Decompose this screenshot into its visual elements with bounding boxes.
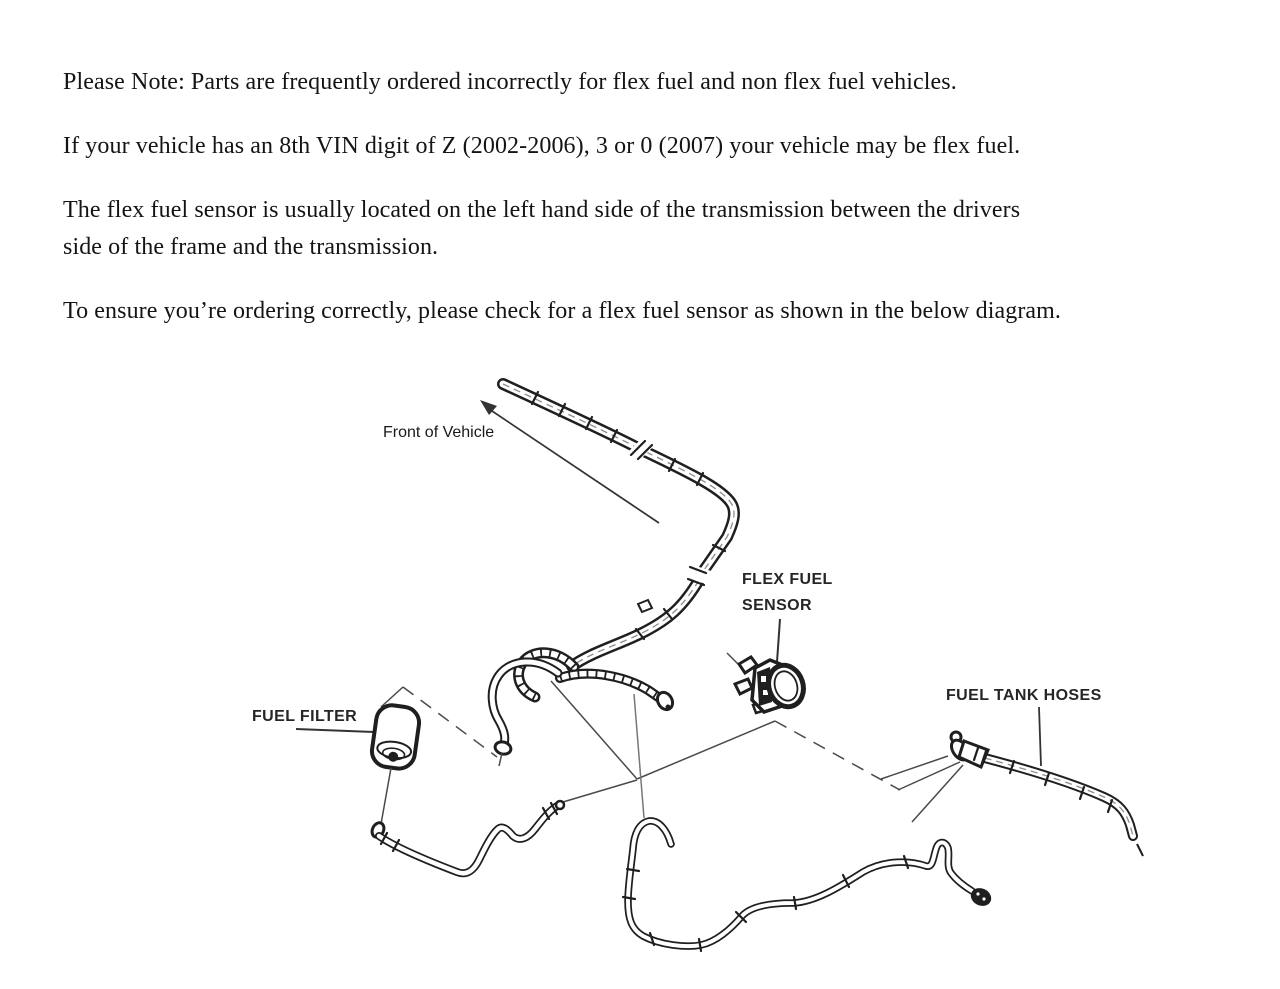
fuel-tank-hoses-figure <box>948 707 1143 856</box>
notice-line: Please Note: Parts are frequently ordered incorrectly for flex fuel and non flex fuel vehicles. <box>63 69 957 95</box>
tank-hose-fitting <box>948 732 988 767</box>
notice-line: To ensure you’re ordering correctly, please check for a flex fuel sensor as shown in the below diagram. <box>63 298 1062 324</box>
notice-paragraph-3 <box>63 192 1253 266</box>
phantom-frame-lines <box>381 653 963 822</box>
notice-paragraph-1 <box>63 64 1253 101</box>
notice-line: The flex fuel sensor is usually located on the left hand side of the transmission between the drivers <box>63 197 1021 223</box>
front-of-vehicle-label: Front of Vehicle <box>383 424 495 441</box>
flex-fuel-sensor-label-line2: SENSOR <box>742 597 812 614</box>
notice-paragraph-2 <box>63 128 1253 165</box>
fuel-filter-label: FUEL FILTER <box>252 708 358 725</box>
notice-paragraph-4 <box>63 293 1253 330</box>
hose-cluster <box>492 653 675 766</box>
fuel-tank-hoses-label: FUEL TANK HOSES <box>946 687 1102 704</box>
notice-text-block <box>63 64 1253 357</box>
filter-outlet-hose <box>379 801 564 873</box>
notice-line: side of the frame and the transmission. <box>63 234 439 260</box>
flex-fuel-sensor-figure <box>735 619 809 713</box>
flex-fuel-sensor-label-line1: FLEX FUEL <box>742 571 833 588</box>
bottom-fuel-hose <box>623 821 993 951</box>
notice-line: If your vehicle has an 8th VIN digit of Z (2002-2006), 3 or 0 (2007) your vehicle may be flex fuel. <box>63 133 1021 159</box>
main-fuel-line-bundle <box>503 384 734 666</box>
